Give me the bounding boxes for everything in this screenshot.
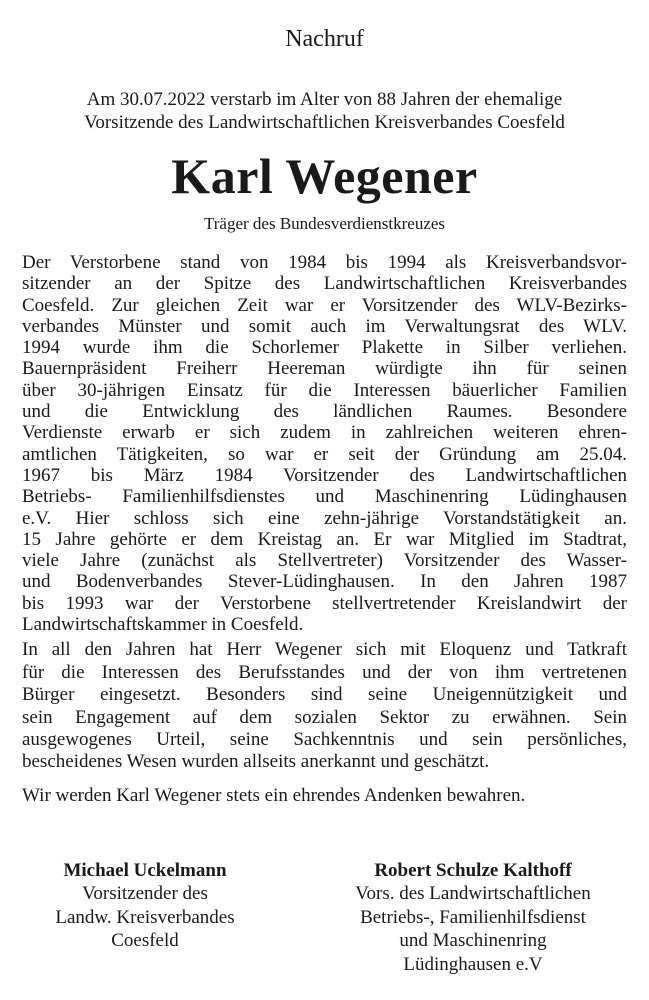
text-line: Betriebs- Familienhilfsdienstes und Maschinenring Lüdinghausen bbox=[22, 486, 627, 508]
paragraph-career bbox=[22, 252, 627, 635]
text-line: Landwirtschaftskammer in Coesfeld. bbox=[22, 614, 304, 636]
text-line: verbandes Münster und somit auch im Verwaltungsrat des WLV. bbox=[22, 315, 627, 337]
intro bbox=[22, 89, 627, 134]
deceased-name: Karl Wegener bbox=[171, 148, 478, 204]
text-line: und die Entwicklung des ländlichen Raumes. Besondere bbox=[22, 401, 627, 423]
text-line: für die Interessen des Berufsstandes und der von ihm vertretenen bbox=[22, 661, 627, 683]
text-line: sitzender an der Spitze des Landwirtschaftlichen Kreisverbandes bbox=[22, 273, 627, 295]
signatory-title-line: Coesfeld bbox=[111, 930, 179, 952]
text-line: Der Verstorbene stand von 1984 bis 1994 als Kreisverbandsvor- bbox=[22, 252, 627, 273]
text-line: 15 Jahre gehörte er dem Kreistag an. Er war Mitglied im Stadtrat, bbox=[22, 528, 627, 550]
intro-line: Am 30.07.2022 verstarb im Alter von 88 Jahren der ehemalige bbox=[86, 89, 563, 110]
text-line: ausgewogenes Urteil, seine Sachkenntnis und sein persönliches, bbox=[22, 728, 627, 750]
text-line: Bürger eingesetzt. Besonders sind seine Uneigennützigkeit und bbox=[22, 684, 627, 706]
signatory-title-line: Vors. des Landwirtschaftlichen bbox=[355, 883, 591, 905]
text-line: Coesfeld. Zur gleichen Zeit war er Vorsitzender des WLV-Bezirks- bbox=[22, 294, 627, 316]
signatory-title-line: Lüdinghausen e.V bbox=[403, 953, 543, 975]
signatory-name: Michael Uckelmann bbox=[63, 860, 227, 881]
signature-right bbox=[340, 859, 606, 976]
text-line: e.V. Hier schloss sich eine zehn-jährige Vorstandstätigkeit an. bbox=[22, 507, 627, 529]
text-line: Wir werden Karl Wegener stets ein ehrendes Andenken bewahren. bbox=[22, 784, 526, 806]
text-line: sein Engagement auf dem sozialen Sektor zu erwähnen. Sein bbox=[22, 706, 627, 728]
signatory-title-line: Vorsitzender des bbox=[82, 883, 208, 905]
text-line: 1994 wurde ihm die Schorlemer Plakette in Silber verliehen. bbox=[22, 337, 627, 359]
intro-line: Vorsitzende des Landwirtschaftlichen Kreisverbandes Coesfeld bbox=[84, 111, 565, 133]
text-line: viele Jahre (zunächst als Stellvertreter) Vorsitzender des Wasser- bbox=[22, 550, 627, 572]
text-line: und Bodenverbandes Stever-Lüdinghausen. In den Jahren 1987 bbox=[22, 571, 627, 593]
text-line: über 30-jährigen Einsatz für die Interessen bäuerlicher Familien bbox=[22, 379, 627, 401]
text-line: Verdienste erwarb er sich zudem in zahlreichen weiteren ehren- bbox=[22, 422, 627, 444]
body-text bbox=[22, 252, 627, 807]
text-line: Bauernpräsident Freiherr Heereman würdigte ihn für seinen bbox=[22, 358, 627, 380]
heading: Nachruf bbox=[285, 26, 364, 52]
signatory-title-line: Betriebs-, Familienhilfsdienst bbox=[360, 906, 586, 928]
signatory-title-line: Landw. Kreisverbandes bbox=[55, 906, 235, 928]
text-line: In all den Jahren hat Herr Wegener sich mit Eloquenz und Tatkraft bbox=[22, 639, 627, 661]
signature-left bbox=[20, 859, 270, 953]
paragraph-tribute bbox=[22, 639, 627, 773]
text-line: bis 1993 war der Verstorbene stellvertretender Kreislandwirt der bbox=[22, 592, 627, 614]
signatory-title-line: und Maschinenring bbox=[399, 930, 547, 952]
text-line: amtlichen Tätigkeiten, so war er seit der Gründung am 25.04. bbox=[22, 443, 627, 465]
subtitle: Träger des Bundesverdienstkreuzes bbox=[203, 214, 446, 233]
text-line: bescheidenes Wesen wurden allseits anerkannt und geschätzt. bbox=[22, 751, 490, 773]
text-line: 1967 bis März 1984 Vorsitzender des Landwirtschaftlichen bbox=[22, 464, 627, 486]
paragraph-closing bbox=[22, 785, 627, 807]
signatory-name: Robert Schulze Kalthoff bbox=[374, 860, 572, 881]
